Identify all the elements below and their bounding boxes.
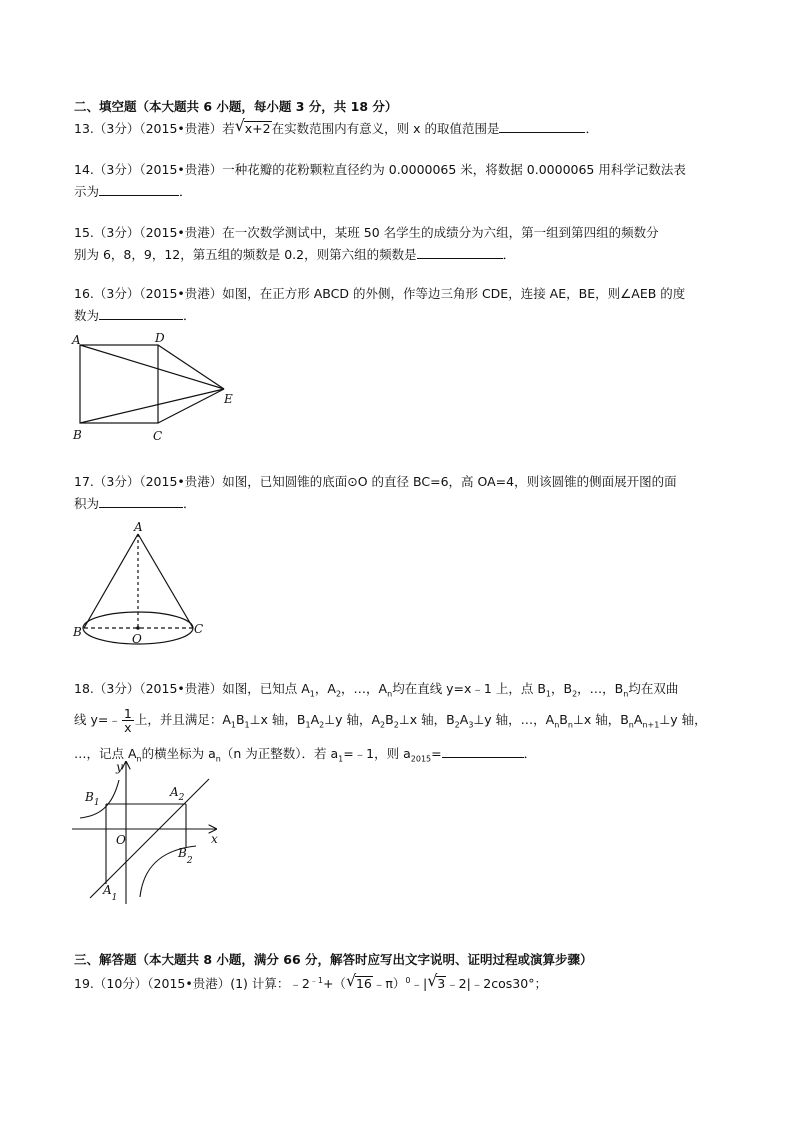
q17-label-c: C (194, 622, 204, 636)
q18-label-o: O (116, 833, 126, 847)
question-17-line-1: 17.（3分）（2015•贵港）如图，已知圆锥的底面⊙O 的直径 BC=6，高 OA=4，则该圆锥的侧面展开图的面 (74, 474, 677, 489)
q17-label-b: B (73, 625, 82, 639)
question-16-line-1: 16.（3分）（2015•贵港）如图，在正方形 ABCD 的外侧，作等边三角形 CDE，连接 AE，BE，则∠AEB 的度 (74, 286, 686, 301)
question-15-line-1: 15.（3分）（2015•贵港）在一次数学测试中，某班 50 名学生的成绩分为六组，第一组到第四组的频数分 (74, 225, 659, 240)
section-3-heading: 三、解答题（本大题共 8 小题，满分 66 分，解答时应写出文字说明、证明过程或演算步骤） (74, 952, 593, 967)
q17-label-a: A (134, 520, 143, 534)
q13-radicand: x+2 (244, 121, 271, 136)
q16-label-b: B (73, 428, 82, 442)
q16-label-d: D (155, 331, 165, 345)
q13-prefix: 13.（3分）（2015•贵港）若 (74, 121, 235, 136)
q16-end: ． (183, 308, 196, 323)
q18-hyperbola-lower-right (140, 846, 196, 897)
q18-label-b2: $B_2$ (178, 846, 193, 866)
q18-label-a1: $A_1$ (103, 883, 118, 903)
q18-fraction: $\frac{1}{x}$ (123, 706, 132, 735)
q18-label-b1: $B_1$ (85, 790, 100, 808)
q16-line2-text: 数为 (74, 308, 100, 323)
question-19: 19.（10分）（2015•贵港）(1) 计算：$﹣2^{﹣1}+$（ √ 16﹣π）$^0$﹣| √ 3﹣2|﹣2cos30°； (74, 971, 547, 992)
q16-label-a: A (72, 333, 81, 347)
q18-label-y: y (116, 760, 123, 774)
question-18-line-3: …，记点 $A_n$的横坐标为 $a_n(n$ 为正整数）．若 $a_1=﹣1$，则 $a_{2015}=$ ． (74, 746, 537, 764)
q17-label-o: O (132, 632, 142, 646)
q15-line2-text: 别为 6，8，9，12，第五组的频数是 0.2，则第六组的频数是 (74, 247, 417, 262)
q13-end: ． (585, 121, 598, 136)
q14-end: ． (179, 184, 192, 199)
q18-label-x: x (211, 832, 218, 846)
q18-line-y-eq-x-minus-1 (90, 779, 209, 898)
q17-end: ． (183, 496, 196, 511)
q15-end: ． (502, 247, 516, 262)
q18-label-a2: $A_2$ (170, 785, 185, 803)
question-14-line-1: 14.（3分）（2015•贵港）一种花瓣的花粉颗粒直径约为 0.0000065 米，将数据 0.0000065 用科学记数法表 (74, 162, 686, 177)
q19-sqrt-3: √ 3 (427, 971, 446, 992)
q16-label-c: C (153, 429, 163, 443)
section-2-heading: 二、填空题（本大题共 6 小题，每小题 3 分，共 18 分） (74, 99, 398, 114)
q19-sqrt-16: √ 16 (345, 971, 372, 992)
question-18-line-1: 18.（3分）（2015•贵港）如图，已知点 $A_1$，$A_2$，…，$A_n$均在直线 y=x﹣1 上，点 $B_1$，$B_2$，…，$B_n$均在双曲 (74, 681, 679, 699)
q16-label-e: E (224, 392, 233, 406)
q14-line2-text: 示为 (74, 184, 100, 199)
q17-line2-text: 积为 (74, 496, 100, 511)
question-18-line-2: 线 y=﹣ $\frac{1}{x}$ 上，并且满足：$A_1B_1\perp x$ 轴，$B_1A_2\perp y$ 轴，$A_2B_2\perp x$ 轴，$B_2A_3\perp y$ 轴，…，$A_nB_n\perp x$ 轴，$B_nA_{n+1}\perp y$ 轴， (74, 706, 707, 735)
q13-sqrt: √ x+2 (234, 116, 271, 136)
q13-suffix: 在实数范围内有意义，则 x 的取值范围是 (271, 121, 500, 136)
